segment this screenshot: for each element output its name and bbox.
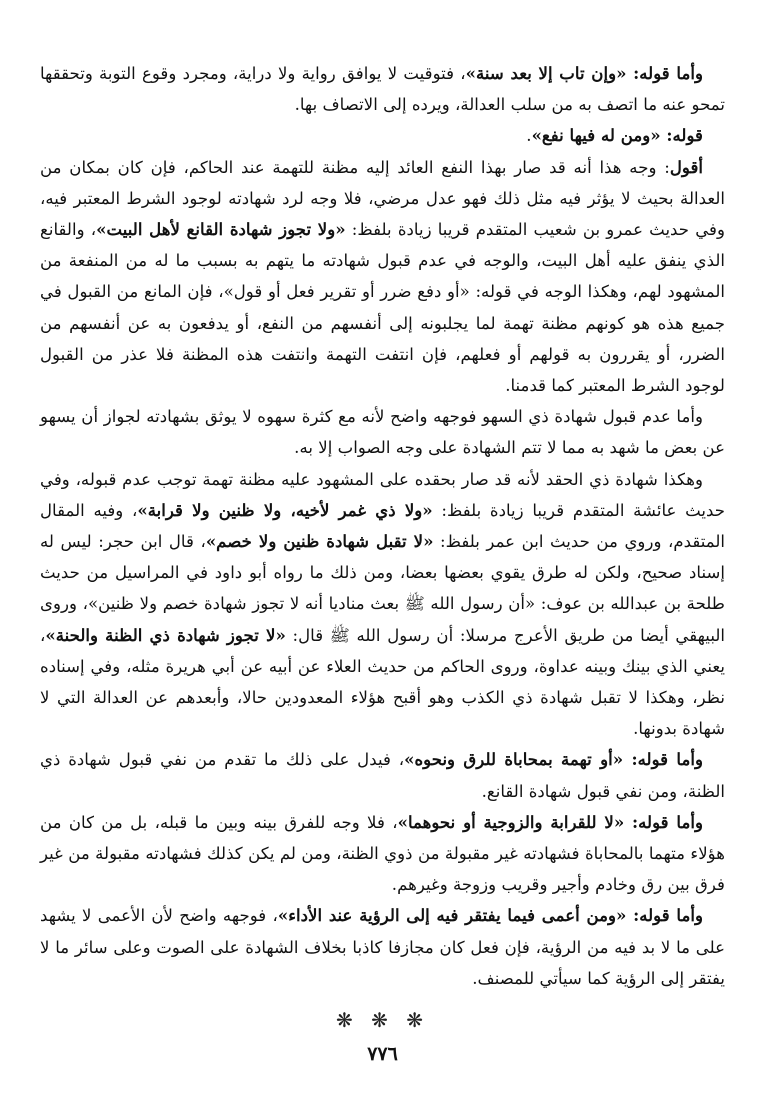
text-segment: : وجه هذا أنه قد صار بهذا النفع العائد إليه مظنة للتهمة عند الحاكم، فإن كان بمكان من العدالة بحيث لا يؤثر فيه مثل ذلك فهو عدل مرضي، فلا وجه لرد شهادته لوجود الشرط المعتبر فيه، وفي حديث عمرو بن شعيب المتقدم قريبا زيادة بلفظ: xyxy=(40,157,725,240)
text-segment: ، وفيه المقال المتقدم، وروي من حديث ابن عمر بلفظ: xyxy=(40,500,726,552)
text-segment: ، فيدل على ذلك ما تقدم من نفي قبول شهادة ذي الظنة، ومن نفي قبول شهادة القانع. xyxy=(40,750,725,801)
text-segment: ، فلا وجه للفرق بينه وبين ما قبله، بل من كان من هؤلاء متهما بالمحاباة فشهادته غير مقبولة من ذوي الظنة، ومن لم يكن كذلك فشهادته مقبولة من غير فرق بين رق وخادم وأجير وقريب وزوجة وغيرهم. xyxy=(40,812,725,895)
bold-text-segment: «لا تقبل شهادة ظنين ولا خصم» xyxy=(205,531,434,552)
text-segment: ، والقانع الذي ينفق عليه أهل البيت، والوجه في عدم قبول شهادته ما يتهم به بسبب ما له من المنفعة من المشهود لهم، وهكذا الوجه في قوله: «أو دفع ضرر أو تقرير فعل أو قول»، فإن المانع من القبول في جميع هذه هو كونهم مظنة تهمة لما يجلبونه إلى أنفسهم من النفع، أو يدفعون به عن أنفسهم من الضرر، أو يقررون به قولهم أو فعلهم، فإن انتفت التهمة وانتفت هذه المظنة فلا عذر من القبول لوجود الشرط المعتبر كما قدمنا. xyxy=(40,220,725,396)
bold-text-segment: وأما قوله: xyxy=(626,905,703,926)
body-text xyxy=(40,58,725,994)
page-number: ٧٧٦ xyxy=(367,1043,398,1065)
bold-text-segment: «ومن أعمى فيما يفتقر فيه إلى الرؤية عند الأداء» xyxy=(277,905,627,926)
paragraph xyxy=(40,120,725,151)
paragraph xyxy=(40,744,725,806)
bold-text-segment: «أو تهمة بمحاباة للرق ونحوه» xyxy=(404,749,624,770)
paragraph xyxy=(40,900,725,994)
text-segment: ، قال ابن حجر: ليس له إسناد صحيح، ولكن له طرق يقوي بعضها بعضا، ومن ذلك ما رواه أبو داود في المراسيل من حديث طلحة بن عبدالله بن عوف: «أن رسول الله ﷺ بعث مناديا أنه لا تجوز شهادة خصم ولا ظنين»، وروى البيهقي أيضا من طريق الأعرج مرسلا: أن رسول الله ﷺ قال: xyxy=(40,532,725,645)
bold-text-segment: «ولا ذي غمر لأخيه، ولا ظنين ولا قرابة» xyxy=(137,499,433,520)
text-segment: ، فوجهه واضح لأن الأعمى لا يشهد على ما لا بد فيه من الرؤية، فإن فعل كان مجازفا كاذبا بخلاف الشهادة على الصوت وعلى سائر ما لا يفتقر إلى الرؤية كما سيأتي للمصنف. xyxy=(40,906,725,988)
text-segment: ، فتوقيت لا يوافق رواية ولا دراية، ومجرد وقوع التوبة وتحققها تمحو عنه ما اتصف به من سلب العدالة، ويرده إلى الاتصاف بها. xyxy=(40,64,725,115)
bold-text-segment: «ولا تجوز شهادة القانع لأهل البيت» xyxy=(96,219,346,240)
paragraph xyxy=(40,464,725,745)
bold-text-segment: «لا تجوز شهادة ذي الظنة والحنة» xyxy=(45,624,286,645)
section-ornament: ❋ ❋ ❋ xyxy=(336,1008,429,1033)
paragraph xyxy=(40,807,725,901)
text-segment: . xyxy=(526,126,532,146)
bold-text-segment: «لا للقرابة والزوجية أو نحوهما» xyxy=(397,811,625,832)
text-segment: ، يعني الذي بينك وبينه عداوة، وروى الحاكم من حديث العلاء عن أبيه عن أبي هريرة مثله، وفي إسناده نظر، وهكذا لا تقبل شهادة ذي الكذب وهو أقبح هؤلاء المعدودين حالا، وأبعدهم عن العدالة التي لا شهادة بدونها. xyxy=(40,625,725,739)
text-segment: وهكذا شهادة ذي الحقد لأنه قد صار بحقده على المشهود عليه مظنة تهمة توجب عدم قبوله، وفي حديث عائشة المتقدم قريبا زيادة بلفظ: xyxy=(40,469,725,520)
bold-text-segment: وأما قوله: xyxy=(626,63,703,83)
bold-text-segment: وأما قوله: xyxy=(623,749,703,770)
text-segment: وأما عدم قبول شهادة ذي السهو فوجهه واضح لأنه مع كثرة سهوه لا يوثق بشهادته لجواز أن يسهو عن بعض ما شهد به مما لا تتم الشهادة على وجه الصواب إلا به. xyxy=(40,407,725,458)
paragraph xyxy=(40,58,725,120)
bold-text-segment: «وإن تاب إلا بعد سنة» xyxy=(465,63,627,83)
bold-text-segment: أقول xyxy=(669,156,703,177)
bold-text-segment: وأما قوله: xyxy=(624,811,703,832)
bold-text-segment: «ومن له فيها نفع» xyxy=(531,125,661,146)
paragraph xyxy=(40,401,725,463)
bold-text-segment: قوله: xyxy=(660,125,703,146)
paragraph xyxy=(40,152,725,402)
